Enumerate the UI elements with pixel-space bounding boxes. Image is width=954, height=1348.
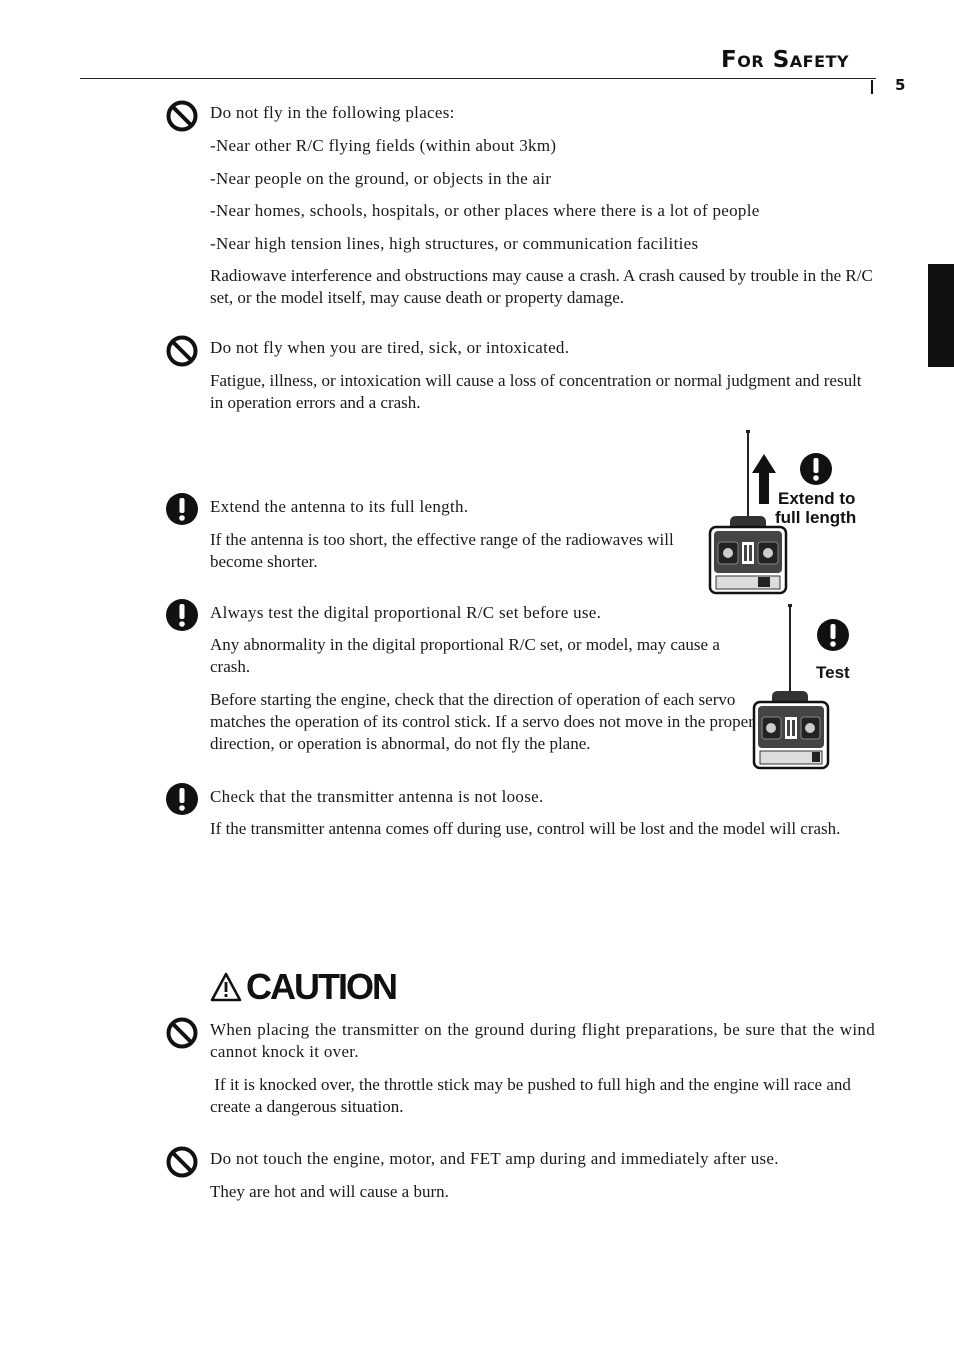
prohibition-icon	[165, 99, 199, 133]
caption-extend-line1: Extend to	[778, 489, 856, 508]
exclamation-icon	[799, 452, 833, 486]
warning-triangle-icon	[210, 972, 242, 1002]
section-thumb-tab	[928, 264, 954, 367]
block-lead-antenna: Extend the antenna to its full length.	[210, 497, 469, 516]
block-note: If the transmitter antenna comes off during use, control will be lost and the model will crash.	[210, 819, 841, 838]
block-lead-test: Always test the digital proportional R/C set before use.	[210, 603, 602, 622]
exclamation-icon	[165, 492, 199, 526]
prohibition-icon	[165, 1145, 199, 1179]
block-lead-tired: Do not fly when you are tired, sick, or intoxicated.	[210, 338, 570, 357]
exclamation-icon	[165, 782, 199, 816]
place-item: -Near other R/C flying fields (within about 3km)	[210, 136, 557, 155]
exclamation-icon	[816, 618, 850, 652]
caution-note: They are hot and will cause a burn.	[210, 1182, 449, 1201]
place-item: -Near homes, schools, hospitals, or other places where there is a lot of people	[210, 201, 760, 220]
exclamation-icon	[165, 598, 199, 632]
place-item: -Near high tension lines, high structures, or communication facilities	[210, 234, 699, 253]
prohibition-icon	[165, 1016, 199, 1050]
caution-lead-hot: Do not touch the engine, motor, and FET amp during and immediately after use.	[210, 1149, 779, 1168]
block-lead-loose: Check that the transmitter antenna is not loose.	[210, 787, 544, 806]
caption-extend-line2: full length	[775, 508, 857, 527]
page-header-title: For Safety	[721, 47, 849, 73]
block-note: Fatigue, illness, or intoxication will cause a loss of concentration or normal judgment and result in operation errors and a crash.	[210, 371, 862, 412]
place-item: -Near people on the ground, or objects in the air	[210, 169, 552, 188]
block-note: If the antenna is too short, the effective range of the radiowaves will become shorter.	[210, 530, 674, 571]
header-rule	[80, 78, 876, 79]
prohibition-icon	[165, 334, 199, 368]
caption-test: Test	[816, 663, 850, 682]
caution-lead-wind: When placing the transmitter on the ground during flight preparations, be sure that the wind cannot knock it over.	[210, 1020, 875, 1061]
block-note: Radiowave interference and obstructions may cause a crash. A crash caused by trouble in the R/C set, or the model itself, may cause death or property damage.	[210, 266, 873, 307]
caution-heading: CAUTION	[246, 966, 396, 1007]
page-number-tick	[871, 80, 873, 94]
page-number: 5	[895, 76, 906, 94]
block-note: Before starting the engine, check that the direction of operation of each servo matches the operation of its control stick. If a servo does not move in the proper direction, or operation is abnormal, do not fly the plane.	[210, 690, 754, 753]
up-arrow-icon	[751, 453, 777, 505]
caution-note: If it is knocked over, the throttle stick may be pushed to full high and the engine will race and create a dangerous situation.	[210, 1075, 856, 1116]
block-note: Any abnormality in the digital proportional R/C set, or model, may cause a crash.	[210, 635, 720, 676]
block-lead-places: Do not fly in the following places:	[210, 103, 455, 122]
